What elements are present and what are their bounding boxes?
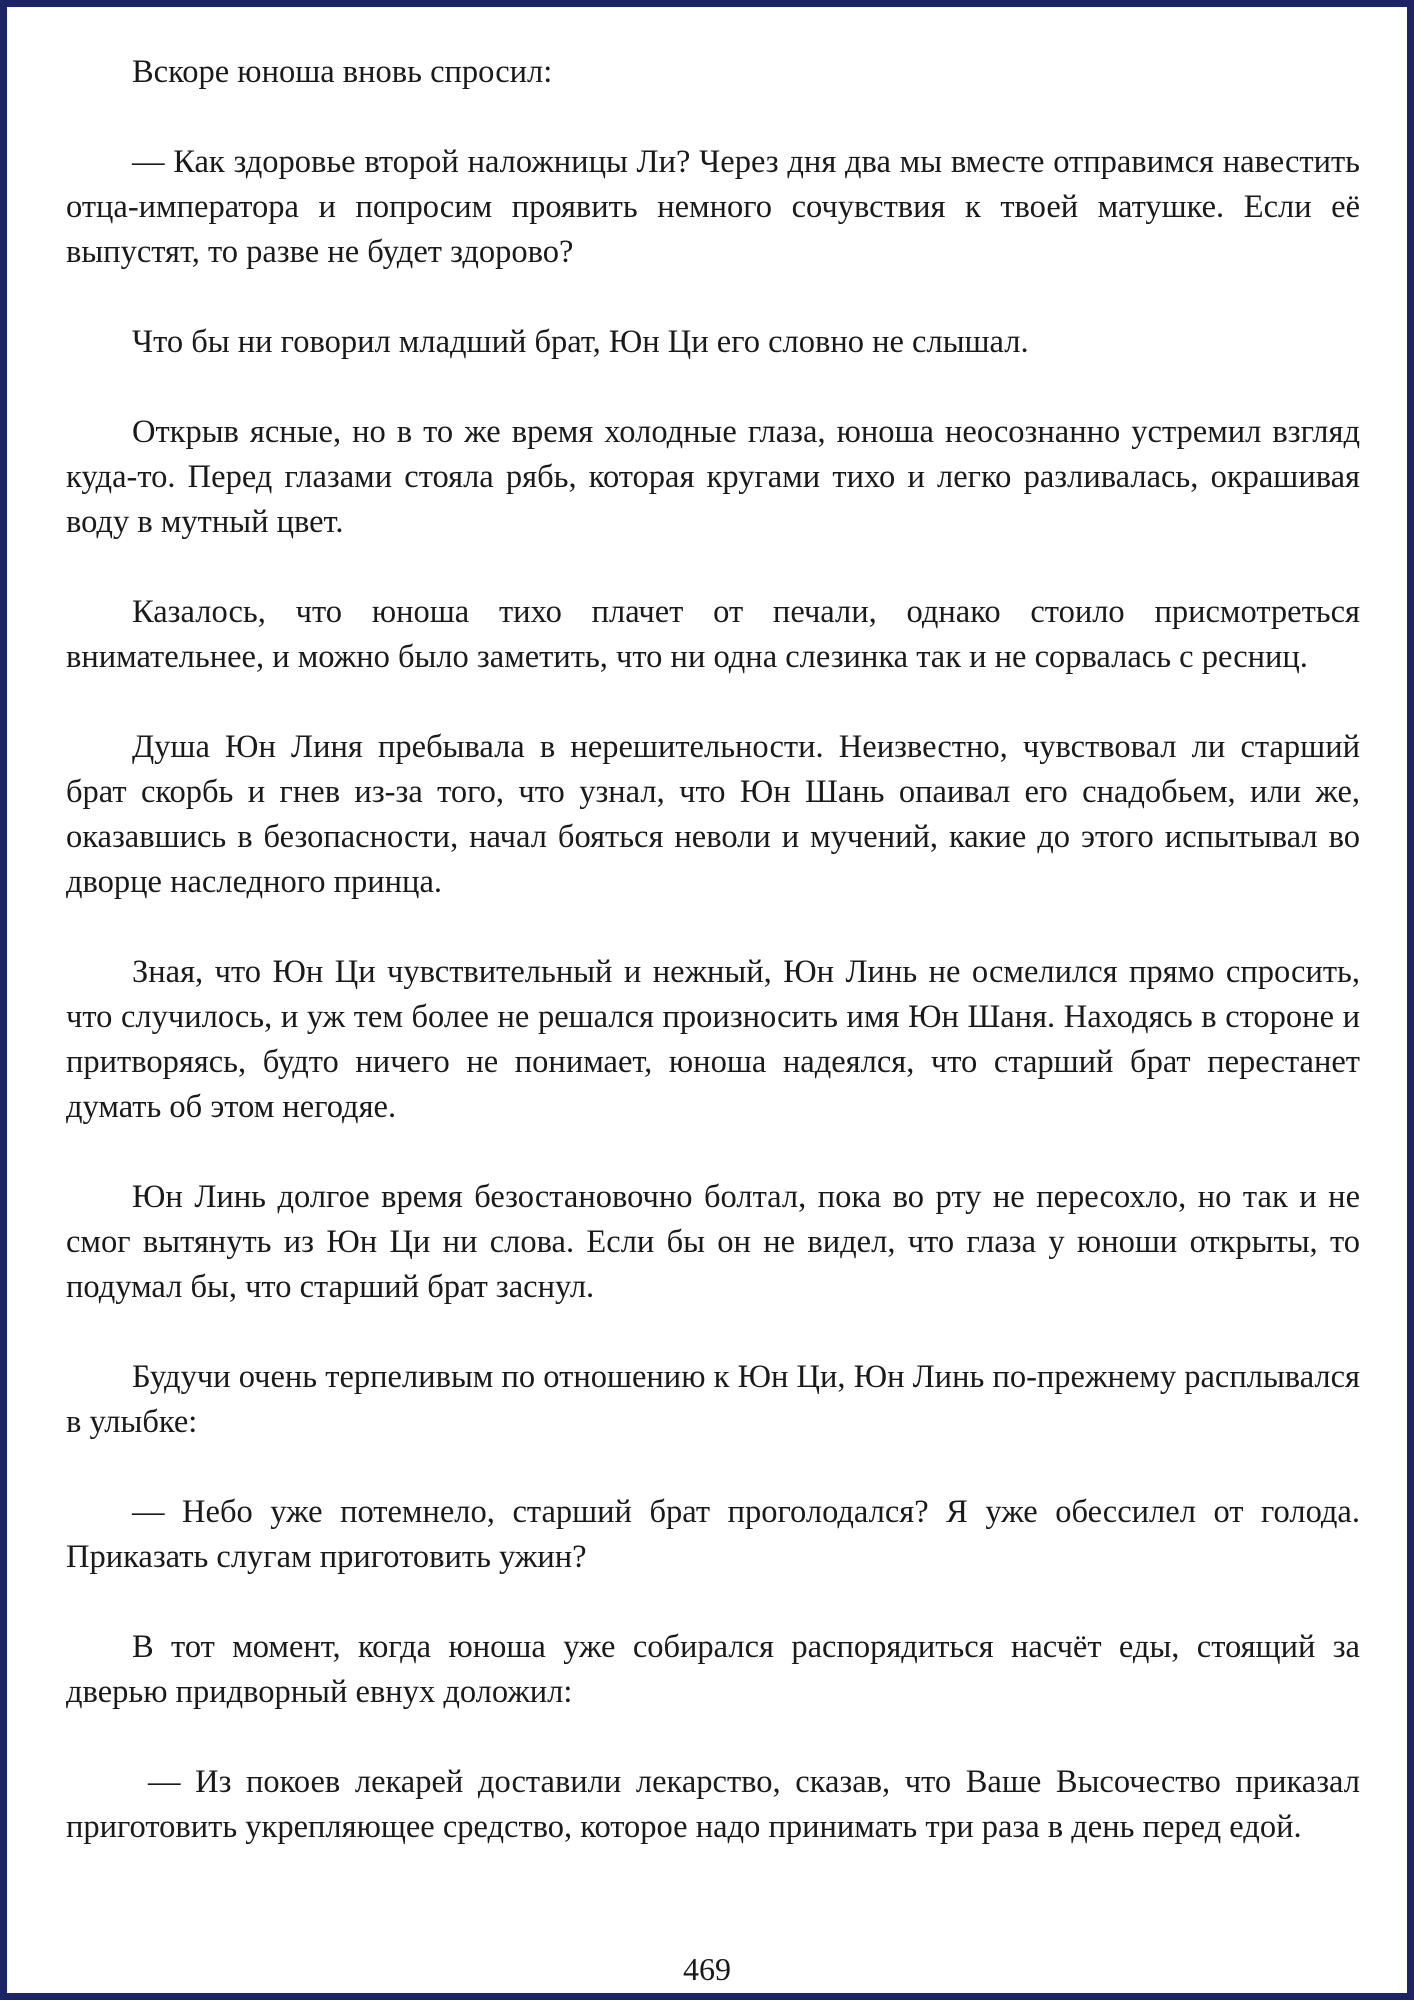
paragraph: Казалось, что юноша тихо плачет от печали, однако стоило присмотреться внимательнее, и можно было заметить, что ни одна слезинка так и не сорвалась с ресниц.	[66, 594, 1360, 675]
paragraph: Зная, что Юн Ци чувствительный и нежный, Юн Линь не осмелился прямо спросить, что случилось, и уж тем более не решался произносить имя Юн Шаня. Находясь в стороне и притворяясь, будто ничего не понимает, юноша надеялся, что старший брат перестанет думать об этом негодяе.	[66, 954, 1360, 1125]
paragraph: Открыв ясные, но в то же время холодные глаза, юноша неосознанно устремил взгляд куда-то. Перед глазами стояла рябь, которая кругами тихо и легко разливалась, окрашивая воду в мутный цвет.	[66, 414, 1360, 540]
paragraph: В тот момент, когда юноша уже собирался распорядиться насчёт еды, стоящий за дверью придворный евнух доложил:	[66, 1629, 1360, 1710]
paragraph: — Небо уже потемнело, старший брат проголодался? Я уже обессилел от голода. Приказать слугам приготовить ужин?	[66, 1494, 1360, 1575]
paragraph: Вскоре юноша вновь спросил:	[132, 54, 553, 90]
paragraph: — Из покоев лекарей доставили лекарство, сказав, что Ваше Высочество приказал приготовить укрепляющее средство, которое надо принимать три раза в день перед едой.	[66, 1764, 1360, 1845]
document-body	[66, 50, 1360, 1850]
paragraph: Будучи очень терпеливым по отношению к Юн Ци, Юн Линь по-прежнему расплывался в улыбке:	[66, 1359, 1360, 1440]
paragraph: Юн Линь долгое время безостановочно болтал, пока во рту не пересохло, но так и не смог вытянуть из Юн Ци ни слова. Если бы он не видел, что глаза у юноши открыты, то подумал бы, что старший брат заснул.	[66, 1179, 1360, 1305]
paragraph: — Как здоровье второй наложницы Ли? Через дня два мы вместе отправимся навестить отца-императора и попросим проявить немного сочувствия к твоей матушке. Если её выпустят, то разве не будет здорово?	[66, 144, 1360, 270]
paragraph: Душа Юн Линя пребывала в нерешительности. Неизвестно, чувствовал ли старший брат скорбь и гнев из-за того, что узнал, что Юн Шань опаивал его снадобьем, или же, оказавшись в безопасности, начал бояться неволи и мучений, какие до этого испытывал во дворце наследного принца.	[66, 729, 1360, 900]
paragraph: Что бы ни говорил младший брат, Юн Ци его словно не слышал.	[132, 324, 1029, 360]
page-number: 469	[683, 1951, 731, 1987]
